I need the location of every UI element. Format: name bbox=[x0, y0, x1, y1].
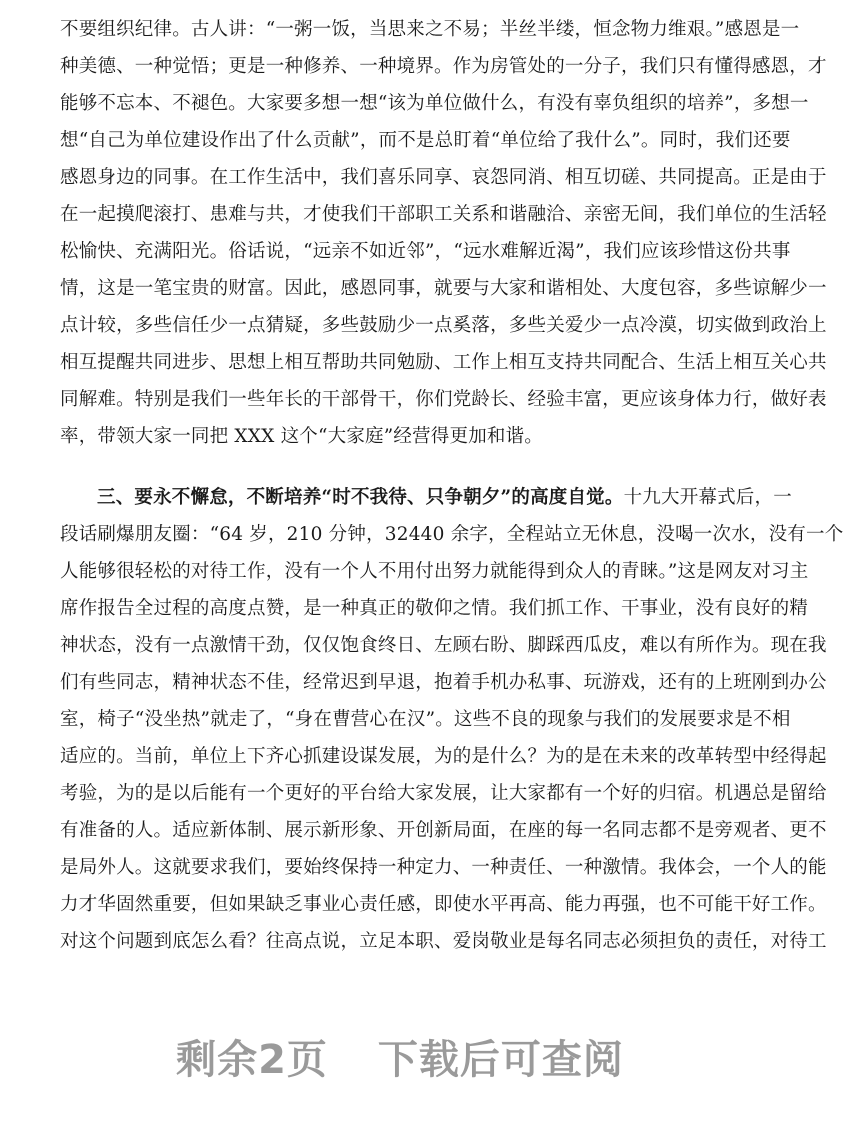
text-line: 席作报告全过程的高度点赞，是一种真正的敬仰之情。我们抓工作、干事业，没有良好的精 bbox=[60, 598, 809, 619]
text-line: 情，这是一笔宝贵的财富。因此，感恩同事，就要与大家和谐相处、大度包容，多些谅解少一 bbox=[60, 278, 827, 299]
text-line: 能够不忘本、不褪色。大家要多想一想“该为单位做什么，有没有辜负组织的培养”，多想一 bbox=[60, 93, 809, 114]
section-heading-line bbox=[60, 479, 792, 516]
text-line: 是局外人。这就要求我们，要始终保持一种定力、一种责任、一种激情。我体会，一个人的能 bbox=[60, 857, 827, 878]
text-line: 对这个问题到底怎么看？往高点说，立足本职、爱岗敬业是每名同志必须担负的责任，对待工 bbox=[60, 931, 827, 952]
document-body bbox=[60, 0, 843, 960]
download-to-view-text: 下载后可查阅 bbox=[377, 1037, 624, 1083]
text-line: 松愉快、充满阳光。俗话说，“远亲不如近邻”，“远水难解近渴”，我们应该珍惜这份共事 bbox=[60, 241, 791, 262]
text-line: 考验，为的是以后能有一个更好的平台给大家发展，让大家都有一个好的归宿。机遇总是留给 bbox=[60, 783, 827, 804]
paragraph-gratitude bbox=[60, 11, 827, 455]
text-line: 有准备的人。适应新体制、展示新形象、开创新局面，在座的每一名同志都不是旁观者、更不 bbox=[60, 820, 827, 841]
remaining-pages-text: 剩余2页 bbox=[176, 1037, 328, 1083]
text-line: 人能够很轻松的对待工作，没有一个人不用付出努力就能得到众人的青睐。”这是网友对习主 bbox=[60, 561, 809, 582]
text-line: 们有些同志，精神状态不佳，经常迟到早退，抱着手机办私事、玩游戏，还有的上班刚到办公 bbox=[60, 672, 827, 693]
text-line: 率，带领大家一同把 XXX 这个“大家庭”经营得更加和谐。 bbox=[60, 426, 543, 447]
text-line: 种美德、一种觉悟；更是一种修养、一种境界。作为房管处的一分子，我们只有懂得感恩，才 bbox=[60, 56, 827, 77]
text-line: 想“自己为单位建设作出了什么贡献”，而不是总盯着“单位给了我什么”。同时，我们还要 bbox=[60, 130, 791, 151]
text-line: 点计较，多些信任少一点猜疑，多些鼓励少一点奚落，多些关爱少一点冷漠，切实做到政治上 bbox=[60, 315, 827, 336]
text-line: 相互提醒共同进步、思想上相互帮助共同勉励、工作上相互支持共同配合、生活上相互关心共 bbox=[60, 352, 827, 373]
text-line: 不要组织纪律。古人讲：“一粥一饭，当思来之不易；半丝半缕，恒念物力维艰。”感恩是一 bbox=[60, 19, 800, 40]
remaining-pages-banner[interactable] bbox=[0, 1030, 800, 1090]
text-line: 力才华固然重要，但如果缺乏事业心责任感，即使水平再高、能力再强，也不可能干好工作。 bbox=[60, 894, 827, 915]
section-heading: 三、要永不懈怠，不断培养“时不我待、只争朝夕”的高度自觉。 bbox=[97, 487, 624, 508]
text-line: 段话刷爆朋友圈：“64 岁，210 分钟，32440 余字，全程站立无休息，没喝一次水，没有一个 bbox=[60, 524, 843, 545]
text-line: 同解难。特别是我们一些年长的干部骨干，你们党龄长、经验丰富，更应该身体力行，做好表 bbox=[60, 389, 827, 410]
text-line: 在一起摸爬滚打、患难与共，才使我们干部职工关系和谐融洽、亲密无间，我们单位的生活轻 bbox=[60, 204, 827, 225]
paragraph-spacer bbox=[60, 455, 772, 479]
text-line: 感恩身边的同事。在工作生活中，我们喜乐同享、哀怨同消、相互切磋、共同提高。正是由于 bbox=[60, 167, 827, 188]
paragraph-section-three bbox=[60, 479, 843, 960]
text-line: 室，椅子“没坐热”就走了，“身在曹营心在汉”。这些不良的现象与我们的发展要求是不相 bbox=[60, 709, 791, 730]
text-line: 神状态，没有一点激情干劲，仅仅饱食终日、左顾右盼、脚踩西瓜皮，难以有所作为。现在我 bbox=[60, 635, 827, 656]
text-line: 适应的。当前，单位上下齐心抓建设谋发展，为的是什么？为的是在未来的改革转型中经得起 bbox=[60, 746, 827, 767]
text-line-rest: 十九大开幕式后，一 bbox=[623, 487, 792, 508]
